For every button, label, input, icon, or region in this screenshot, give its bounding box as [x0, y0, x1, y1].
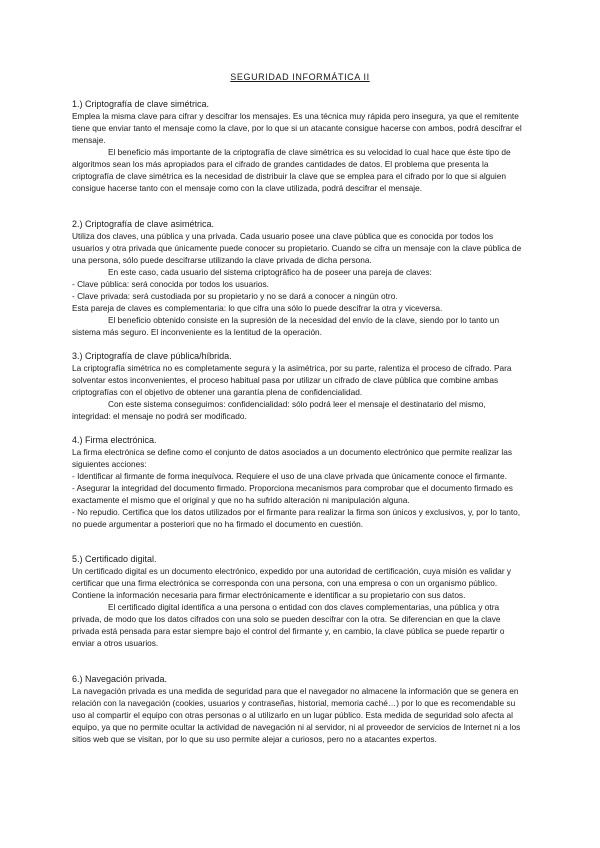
section-electronic-signature	[72, 434, 524, 530]
paragraph: La criptografía simétrica no es completamente segura y la asimétrica, por su parte, ralentiza el proceso de cifrado. Para solventar estos inconvenientes, el proceso habitual pasa por utilizar un cifrado de clave pública que combine ambas criptografías con el objetivo de obtener una garantía plena de confidencialidad.	[72, 363, 512, 397]
paragraph: En este caso, cada usuario del sistema criptográfico ha de poseer una pareja de claves:	[108, 267, 432, 277]
paragraph: Utiliza dos claves, una pública y una privada. Cada usuario posee una clave pública que es conocida por todos los usuarios y otra privada que únicamente puede conocer su propietario. Cuando se cifra un mensaje con la clave pública de una persona, sólo puede descifrarse utilizando la clave privada de dicha persona.	[72, 231, 522, 265]
section-digital-certificate	[72, 553, 524, 649]
paragraph: Esta pareja de claves es complementaria: lo que cifra una sólo lo puede descifrar la otra y viceversa.	[72, 303, 443, 313]
list-item: - Asegurar la integridad del documento firmado. Proporciona mecanismos para comprobar que el documento firmado es exactamente el mismo que el original y que no ha sufrido alteración ni manipulación alguna.	[72, 483, 513, 505]
section-heading: 5.) Certificado digital.	[72, 554, 157, 564]
paragraph: Un certificado digital es un documento electrónico, expedido por una autoridad de certificación, cuya misión es validar y certificar que una firma electrónica se corresponda con una persona, con una empresa o con un organismo público. Contiene la información necesaria para firmar electrónicamente e identificar a su propietario con sus datos.	[72, 566, 512, 600]
paragraph: Con este sistema conseguimos: confidencialidad: sólo podrá leer el mensaje el destinatario del mismo, integridad: el mensaje no podrá ser modificado.	[72, 399, 486, 421]
section-heading: 3.) Criptografía de clave pública/híbrida.	[72, 351, 232, 361]
list-item: - Clave privada: será custodiada por su propietario y no se dará a conocer a ningún otro.	[72, 291, 398, 301]
page-title: SEGURIDAD INFORMÁTICA II	[230, 72, 370, 82]
paragraph: La firma electrónica se define como el conjunto de datos asociados a un documento electrónico que permite realizar las siguientes acciones:	[72, 447, 512, 469]
paragraph: La navegación privada es una medida de seguridad para que el navegador no almacene la información que se genera en relación con la navegación (cookies, usuarios y contraseñas, historial, memoria caché…) por lo que es recomendable su uso al compartir el equipo con otras personas o al utilizarlo en un lugar público. Esta medida de seguridad solo afecta al equipo, ya que no permite ocultar la actividad de navegación ni al servidor, ni al proveedor de servicios de Internet ni a los sitios web que se visitan, por lo que su uso permite alejar a curiosos, pero no a atacantes expertos.	[72, 686, 521, 744]
section-heading: 2.) Criptografía de clave asimétrica.	[72, 219, 215, 229]
section-symmetric-cryptography	[72, 98, 524, 194]
paragraph: Emplea la misma clave para cifrar y descifrar los mensajes. Es una técnica muy rápida pero insegura, ya que el remitente tiene que enviar tanto el mensaje como la clave, por lo que si un atacante consigue hacerse con ambos, podrá descifrar el mensaje.	[72, 111, 522, 145]
section-heading: 4.) Firma electrónica.	[72, 435, 157, 445]
paragraph: El certificado digital identifica a una persona o entidad con dos claves complementarias, una pública y otra privada, de modo que los datos cifrados con una solo se pueden descifrar con la otra. Se diferencian en que la clave privada está pensada para estar siempre bajo el control del firmante y, en cambio, la clave pública se puede repartir o enviar a otros usuarios.	[72, 602, 505, 648]
list-item: - Clave pública: será conocida por todos los usuarios.	[72, 279, 269, 289]
section-heading: 6.) Navegación privada.	[72, 674, 168, 684]
paragraph: El beneficio más importante de la criptografía de clave simétrica es su velocidad lo cual hace que éste tipo de algoritmos sean los más apropiados para el cifrado de grandes cantidades de datos. El problema que presenta la criptografía de clave simétrica es la necesidad de distribuir la clave que se emplea para el cifrado por lo que si alguien consigue hacerse tanto con el mensaje como con la clave utilizada, podrá descifrar el mensaje.	[72, 147, 511, 193]
section-asymmetric-cryptography	[72, 218, 524, 338]
section-private-browsing	[72, 673, 524, 745]
paragraph: El beneficio obtenido consiste en la supresión de la necesidad del envío de la clave, siendo por lo tanto un sistema más seguro. El inconveniente es la lentitud de la operación.	[72, 315, 500, 337]
section-heading: 1.) Criptografía de clave simétrica.	[72, 99, 210, 109]
list-item: - Identificar al firmante de forma inequívoca. Requiere el uso de una clave privada que únicamente conoce el firmante.	[72, 471, 507, 481]
section-hybrid-cryptography	[72, 350, 524, 422]
list-item: - No repudio. Certifica que los datos utilizados por el firmante para realizar la firma son únicos y exclusivos, y, por lo tanto, no puede argumentar a posteriori que no ha firmado el documento en cuestión.	[72, 507, 521, 529]
